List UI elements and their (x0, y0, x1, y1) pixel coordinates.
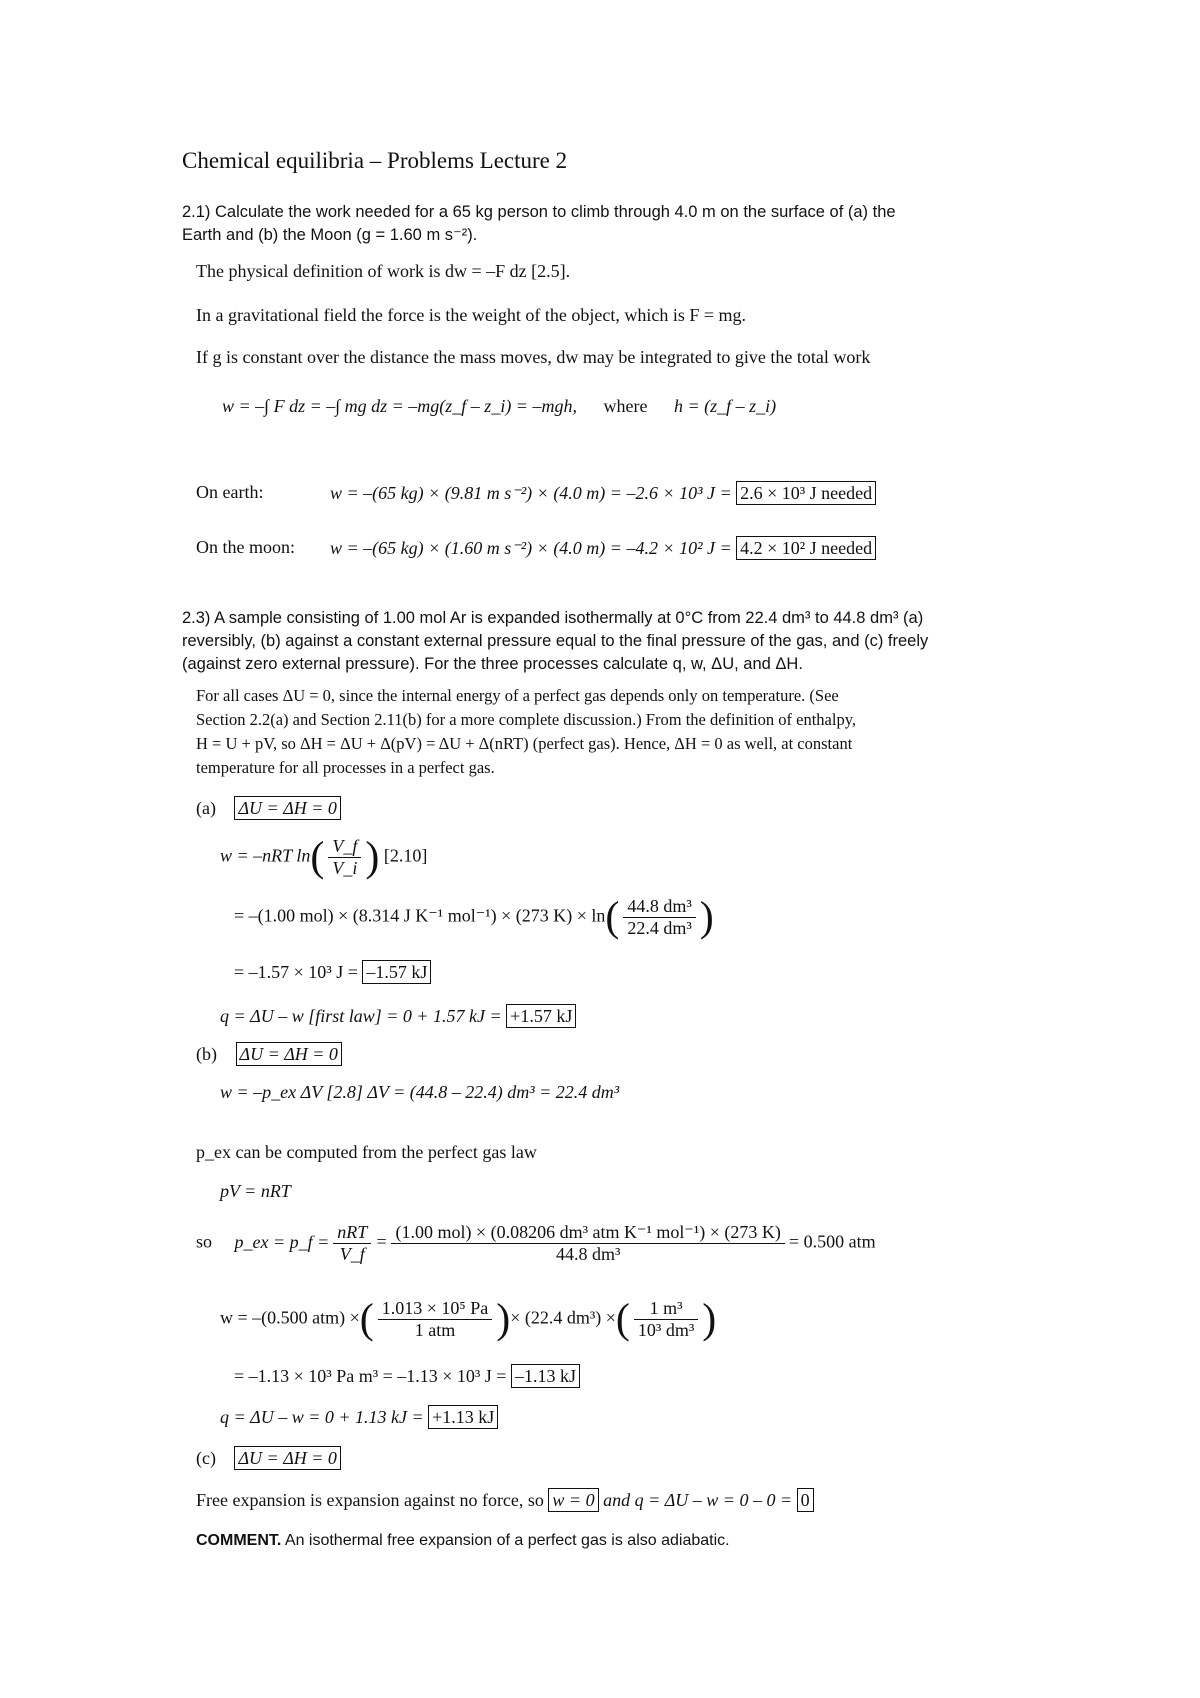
left-paren: ( (310, 834, 325, 881)
perfect-gas-law: pV = nRT (220, 1181, 291, 1201)
reversible-work-formula (220, 836, 427, 879)
comment-label: COMMENT. (196, 1532, 282, 1549)
v-final-value: 44.8 dm³ (623, 896, 695, 918)
moon-calc-text: w = –(65 kg) × (1.60 m s⁻²) × (4.0 m) = –4.2 × 10² J = (330, 538, 732, 558)
rev-work-lhs: w = –nRT ln (220, 845, 311, 866)
rev-work-result-text: = –1.57 × 10³ J = (234, 962, 358, 982)
explanation-line2: Section 2.2(a) and Section 2.11(b) for a more complete discussion.) From the definition of enthalpy, (196, 710, 856, 729)
problem-2-3-question-line3: (against zero external pressure). For the three processes calculate q, w, ΔU, and ΔH. (182, 655, 803, 673)
explanation-line1: For all cases ΔU = 0, since the internal energy of a perfect gas depends only on temperature. (See (196, 686, 839, 705)
rev-work-calc: = –(1.00 mol) × (8.314 J K⁻¹ mol⁻¹) × (273 K) × ln (234, 905, 606, 926)
left-paren: ( (359, 1296, 374, 1343)
atm-denominator: 1 atm (414, 1320, 456, 1340)
explanation-line4: temperature for all processes in a perfect gas. (196, 758, 495, 777)
part-c (196, 1446, 341, 1470)
pex-result: = 0.500 atm (788, 1231, 876, 1252)
work-definition-line: The physical definition of work is dw = –F dz [2.5]. (196, 261, 571, 281)
work-integral-equation (222, 396, 776, 417)
w-b-result-text: = –1.13 × 10³ Pa m³ = –1.13 × 10³ J = (234, 1366, 507, 1386)
moon-answer-box: 4.2 × 10² J needed (736, 536, 876, 560)
w-b-box: –1.13 kJ (511, 1364, 580, 1388)
v-initial-value: 22.4 dm³ (627, 918, 692, 938)
problem-2-1-question-line1: 2.1) Calculate the work needed for a 65 kg person to climb through 4.0 m on the surface of (a) the (182, 203, 896, 221)
part-b (196, 1042, 342, 1066)
part-c-label: (c) (196, 1448, 216, 1468)
so-label: so (196, 1231, 213, 1252)
reversible-work-result (234, 960, 431, 984)
volume-ratio-fraction (328, 836, 361, 879)
right-paren: ) (496, 1296, 511, 1343)
moon-label: On the moon: (196, 537, 295, 557)
right-paren: ) (699, 894, 714, 941)
vf-denominator: V_f (339, 1244, 365, 1264)
free-text-1: Free expansion is expansion against no force, so (196, 1490, 544, 1510)
irreversible-work-calculation (220, 1298, 716, 1341)
q-b-text: q = ΔU – w = 0 + 1.13 kJ = (220, 1407, 424, 1427)
pa-conversion-fraction (378, 1298, 492, 1341)
pex-intro: p_ex can be computed from the perfect gas law (196, 1142, 537, 1162)
part-c-box: ΔU = ΔH = 0 (234, 1446, 340, 1470)
integration-intro-line: If g is constant over the distance the mass moves, dw may be integrated to give the total work (196, 347, 871, 367)
reversible-work-calculation (234, 896, 714, 939)
free-w-box: w = 0 (548, 1488, 598, 1512)
problem-2-1-question-line2: Earth and (b) the Moon (g = 1.60 m s⁻²). (182, 226, 478, 244)
earth-calculation (330, 481, 876, 505)
right-paren: ) (365, 834, 380, 881)
part-a (196, 796, 341, 820)
rev-heat-text: q = ΔU – w [first law] = 0 + 1.57 kJ = (220, 1006, 502, 1026)
explanation-line3: H = U + pV, so ΔH = ΔU + Δ(pV) = ΔU + Δ(nRT) (perfect gas). Hence, ΔH = 0 as well, at constant (196, 734, 853, 753)
pex-lhs: p_ex = p_f = (234, 1231, 330, 1252)
problem-2-3-question-line1: 2.3) A sample consisting of 1.00 mol Ar is expanded isothermally at 0°C from 22.4 dm³ to 44.8 dm³ (a) (182, 609, 924, 627)
q-b-box: +1.13 kJ (428, 1405, 498, 1429)
w-b-mid: × (22.4 dm³) × (510, 1307, 616, 1328)
m3-numerator: 1 m³ (634, 1298, 698, 1320)
volume-values-fraction (623, 896, 695, 939)
height-definition: h = (z_f – z_i) (673, 396, 777, 416)
volume-conversion-fraction (634, 1298, 698, 1341)
irreversible-work-result (234, 1364, 580, 1388)
pex-denominator: 44.8 dm³ (555, 1244, 621, 1264)
irreversible-heat (220, 1405, 498, 1429)
left-paren: ( (605, 894, 620, 941)
irreversible-work-formula: w = –p_ex ΔV [2.8] ΔV = (44.8 – 22.4) dm³ = 22.4 dm³ (220, 1082, 620, 1102)
rev-heat-box: +1.57 kJ (506, 1004, 576, 1028)
comment-line (196, 1532, 730, 1550)
gravity-force-line: In a gravitational field the force is the weight of the object, which is F = mg. (196, 305, 747, 325)
enthalpy-explanation (196, 684, 856, 780)
problem-2-3-question-line2: reversibly, (b) against a constant external pressure equal to the final pressure of the gas, and (c) freely (182, 632, 929, 650)
part-a-box: ΔU = ΔH = 0 (234, 796, 340, 820)
dm3-denominator: 10³ dm³ (637, 1320, 695, 1340)
pa-numerator: 1.013 × 10⁵ Pa (378, 1298, 492, 1320)
nrt-over-vf (333, 1222, 371, 1265)
vf-numerator: V_f (328, 836, 361, 858)
earth-calc-text: w = –(65 kg) × (9.81 m s⁻²) × (4.0 m) = –2.6 × 10³ J = (330, 483, 732, 503)
moon-calculation (330, 536, 876, 560)
part-b-box: ΔU = ΔH = 0 (236, 1042, 342, 1066)
rev-work-ref: [2.10] (383, 845, 428, 866)
nrt-numerator: nRT (333, 1222, 371, 1244)
where-label: where (603, 396, 648, 416)
w-b-lhs: w = –(0.500 atm) × (220, 1307, 360, 1328)
page-title: Chemical equilibria – Problems Lecture 2 (182, 148, 568, 173)
vi-denominator: V_i (332, 858, 358, 878)
left-paren: ( (615, 1296, 630, 1343)
pex-calculation: so p_ex = p_f = $\frac{\text{nRT}}{V\_f}$ = $\frac{\text{(1.00 mol) × (0.08206 dm³ atm K⁻¹ mol⁻¹) × (273 K)}}{\text{44.8 dm³}}$ = 0.500 atm (196, 1222, 876, 1264)
pex-values-fraction (391, 1222, 784, 1265)
earth-label: On earth: (196, 482, 264, 502)
free-expansion-line (196, 1488, 814, 1512)
comment-text: An isothermal free expansion of a perfect gas is also adiabatic. (284, 1532, 730, 1549)
free-q-box: 0 (797, 1488, 814, 1512)
integral-expression: w = –∫ F dz = –∫ mg dz = –mg(z_f – z_i) = –mgh, (222, 396, 577, 416)
part-b-label: (b) (196, 1044, 217, 1064)
earth-answer-box: 2.6 × 10³ J needed (736, 481, 876, 505)
right-paren: ) (702, 1296, 717, 1343)
part-a-label: (a) (196, 798, 216, 818)
free-text-2: and q = ΔU – w = 0 – 0 = (603, 1490, 793, 1510)
reversible-heat (220, 1004, 576, 1028)
rev-work-box: –1.57 kJ (362, 960, 431, 984)
pex-numerator: (1.00 mol) × (0.08206 dm³ atm K⁻¹ mol⁻¹) × (273 K) (391, 1222, 784, 1244)
